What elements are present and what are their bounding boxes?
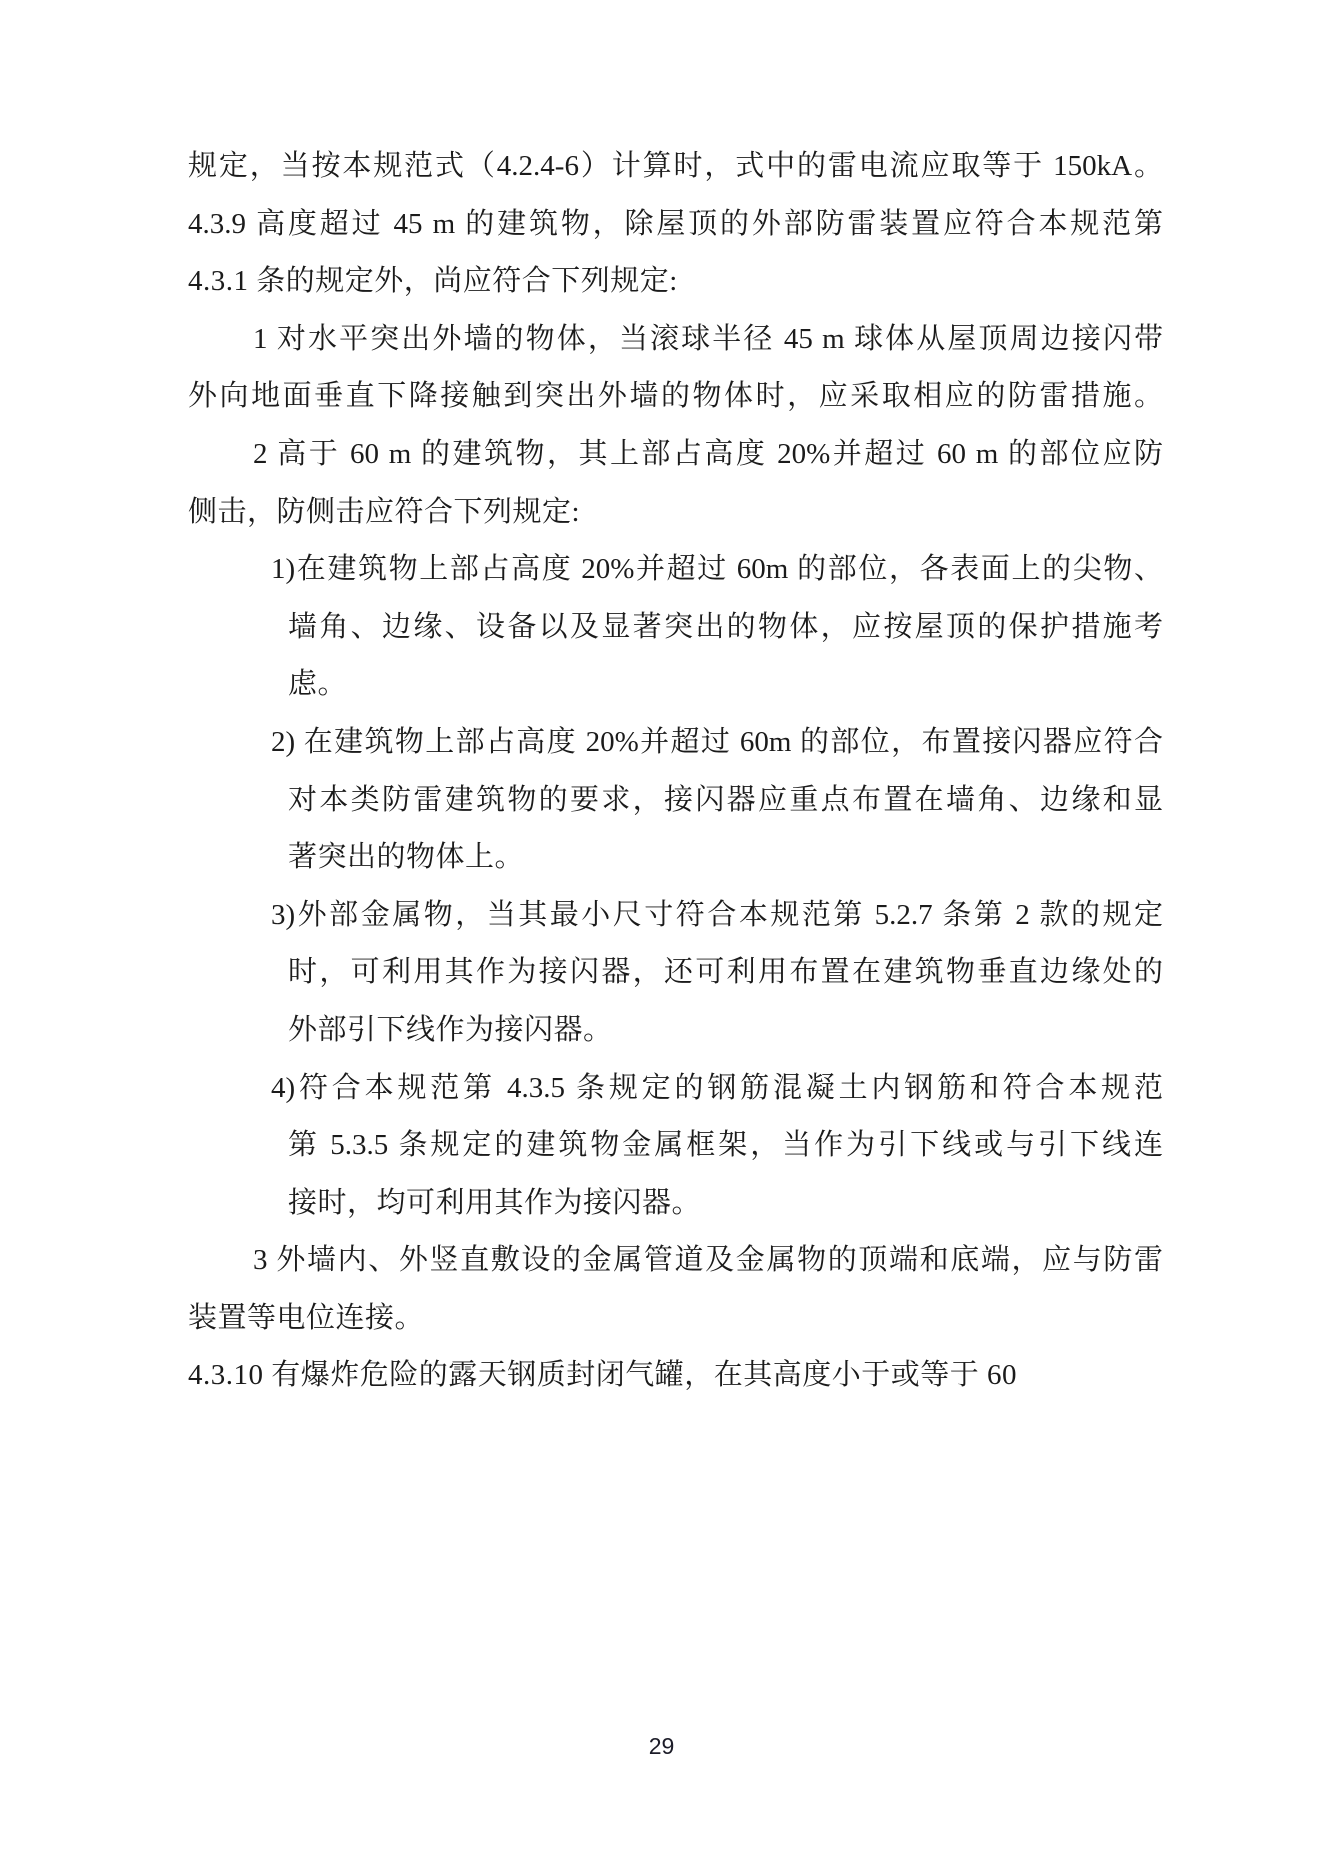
item-3-line: 3 外墙内、外竖直敷设的金属管道及金属物的顶端和底端，应与防雷: [253, 1244, 1163, 1277]
item-1-line: 1 对水平突出外墙的物体，当滚球半径 45 m 球体从屋顶周边接闪带: [253, 322, 1163, 355]
item-1-line: 外向地面垂直下降接触到突出外墙的物体时，应采取相应的防雷措施。: [188, 380, 1163, 413]
subitem-1-line: 1)在建筑物上部占高度 20%并超过 60m 的部位，各表面上的尖物、: [271, 553, 1163, 586]
subitem-2-line: 著突出的物体上。: [288, 841, 525, 874]
page-number: 29: [648, 1733, 675, 1759]
subitem-4-line: 接时，均可利用其作为接闪器。: [288, 1186, 702, 1219]
item-2-line: 2 高于 60 m 的建筑物，其上部占高度 20%并超过 60 m 的部位应防: [253, 437, 1163, 470]
subitem-1-line: 虑。: [288, 668, 348, 701]
subitem-4-line: 4)符合本规范第 4.3.5 条规定的钢筋混凝土内钢筋和符合本规范: [271, 1071, 1163, 1104]
subitem-2-line: 2) 在建筑物上部占高度 20%并超过 60m 的部位，布置接闪器应符合: [271, 725, 1163, 758]
subitem-2-line: 对本类防雷建筑物的要求，接闪器应重点布置在墙角、边缘和显: [288, 783, 1163, 816]
subitem-3-line: 3)外部金属物，当其最小尺寸符合本规范第 5.2.7 条第 2 款的规定: [271, 898, 1163, 931]
item-2-line: 侧击，防侧击应符合下列规定:: [188, 495, 581, 528]
paragraph-line: 规定，当按本规范式（4.2.4-6）计算时，式中的雷电流应取等于 150kA。: [188, 150, 1163, 182]
section-4-3-10-line: 4.3.10 有爆炸危险的露天钢质封闭气罐，在其高度小于或等于 60: [188, 1359, 1018, 1392]
section-4-3-9-line: 4.3.9 高度超过 45 m 的建筑物，除屋顶的外部防雷装置应符合本规范第: [188, 207, 1163, 240]
subitem-4-line: 第 5.3.5 条规定的建筑物金属框架，当作为引下线或与引下线连: [288, 1129, 1163, 1162]
section-4-3-9-line: 4.3.1 条的规定外，尚应符合下列规定:: [188, 265, 678, 298]
document-body: [188, 138, 1163, 1405]
subitem-3-line: 时，可利用其作为接闪器，还可利用布置在建筑物垂直边缘处的: [288, 956, 1163, 989]
subitem-3-line: 外部引下线作为接闪器。: [288, 1013, 613, 1046]
subitem-1-line: 墙角、边缘、设备以及显著突出的物体，应按屋顶的保护措施考: [288, 610, 1163, 643]
item-3-line: 装置等电位连接。: [188, 1301, 425, 1334]
